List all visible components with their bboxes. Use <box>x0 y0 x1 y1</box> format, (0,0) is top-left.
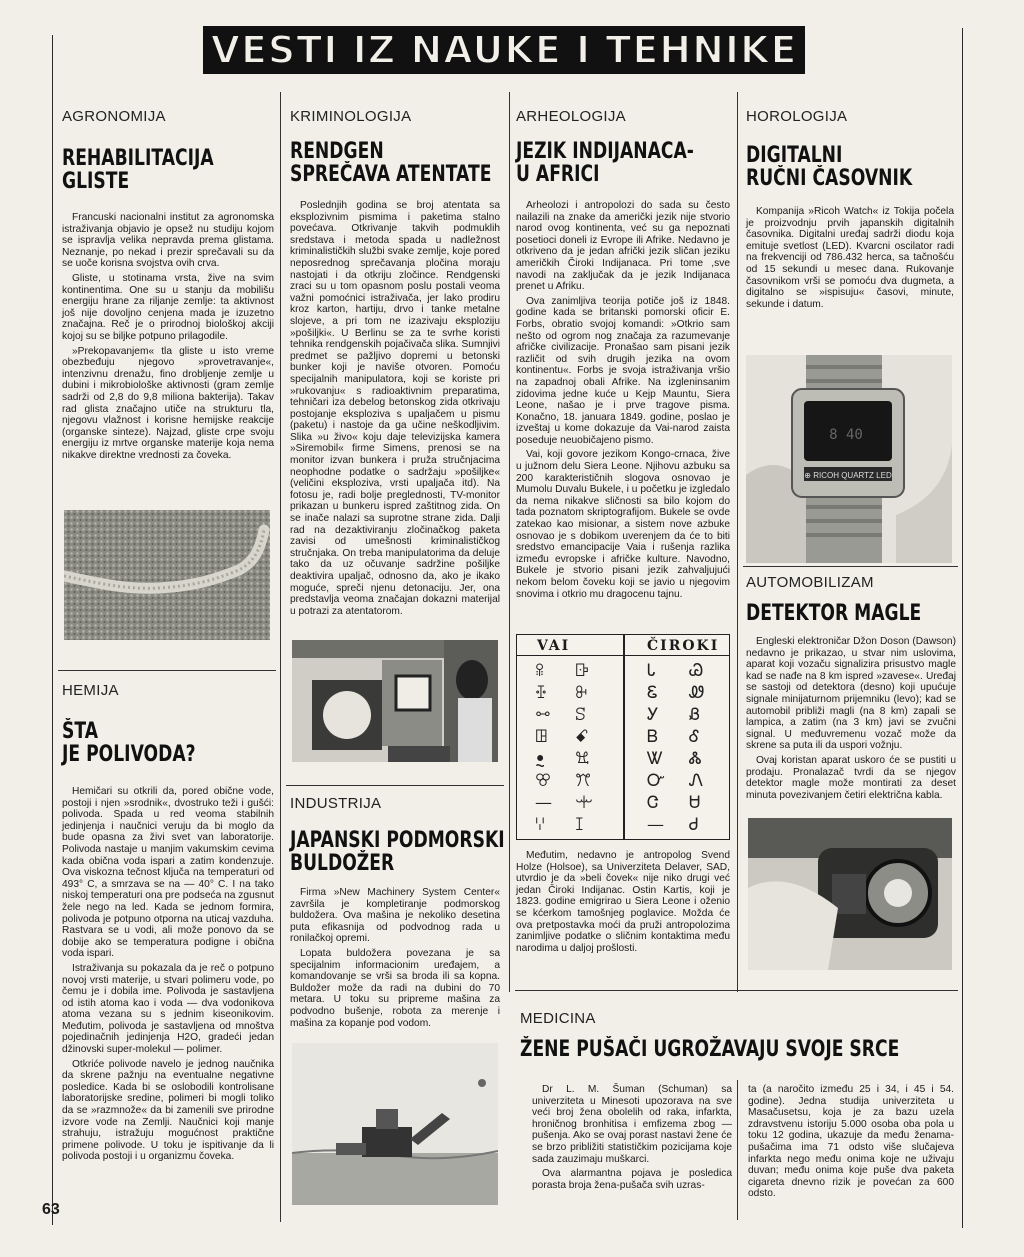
alphabet-glyph: Ꮺ <box>689 683 705 703</box>
headline-line-1: ŽENE PUŠAČI UGROŽAVAJU SVOJE SRCE <box>520 1037 900 1062</box>
masthead-banner <box>203 26 805 74</box>
headline-line-2: U AFRICI <box>516 162 600 187</box>
article-body: Kompanija »Ricoh Watch« iz Tokija počela je proizvodnju prvih japanskih digitalnih časovnika. Digitalni uređaj sadrži diodu koja emituje svetlost (LED). Kvarcni oscilator radi na frekvenciji od 786.432 herca, sa tačnošću od 15 sekundi u mesec dana. Rukovanje časovnikom vrši se pomoću dva dugmeta, a digitalno se »ispisuju« časovi, minute, sekunde i datum. <box>746 206 954 310</box>
alphabet-glyph: Ꮑ <box>689 771 704 791</box>
section-label: ARHEOLOGIJA <box>516 108 626 125</box>
alphabet-glyph: ꔫ <box>575 771 592 791</box>
alphabet-glyph: ꗻ <box>575 793 594 813</box>
alphabet-glyph: Ꮳ <box>647 793 659 813</box>
headline-line-2: SPREČAVA ATENTATE <box>290 162 492 187</box>
svg-text:8 40: 8 40 <box>829 427 863 443</box>
alphabet-glyph: Ꭹ <box>647 705 659 725</box>
article-body: Poslednjih godina se broj atentata sa eksplozivnim pismima i paketima stalno povećava. Otkrivanje takvih podmuklih sredstava i metoda spada u nadležnost kriminalističkih službi svake zemlje, koje pored neposrednog sprečavanja pločina moraju nastojati i da otkriju zločince. Rendgenski zraci su u tom opasnom poslu postali veoma važni pomoćnici istraživača, jer lako prodiru kroz karton, hartiju, drvo i tanke metalne slojeve, a pri tom ne izazivaju eksploziju »pošiljki«. U Berlinu se za te svrhe koristi tehnika rendgenskih pojačivača slika. Sumnjivi predmet se pažljivo dopremi u betonski bunker koji je naviše otvoren. Pomoću specijalnih manipulatora, koji se koriste pri »rukovanju« s radioaktivnim preparatima, tehničari iza debelog betonskog zida otkrivaju postojanje eksploziva s upaljačem u pismu (paketu) i nastoje da ga učine neškodljivim. Slika »u živo« koju daje televizijska kamera »Siremobil« firme Simens, prenosi se na monitor izvan bunkera i pruža stručnjacima neophodne podatke o sadržaju »pošiljke« (veličini eksploziva, vrsti upaljača itd). Na fotosu je, radi bolje preglednosti, TV-monitor prikazan u bunkeru ispred zaštitnog zida. On se inače nalazi sa suprotne strane zida. Dalji rad na dezaktiviranju zločinačkog paketa zavisi od umešnosti kriminalističkog stručnjaka. On treba manipulatorima da deluje tako da uz očuvanje sadržine pošiljke deaktivira upaljač, odnosno da, ako je ikako moguće, spreči njenu detonaciju. Jer, ona predstavlja veoma značajan dokazni materijal u potrazi za atentatorom. <box>290 200 500 617</box>
section-label: INDUSTRIJA <box>290 795 382 812</box>
left-margin-rule <box>52 35 53 1225</box>
alphabet-glyph: ꗷ <box>535 815 545 835</box>
robot-photo-image <box>292 640 498 762</box>
alphabet-glyph: ꔸ <box>535 749 546 769</box>
underwater-bulldozer-photo <box>292 1043 498 1205</box>
headline-line-1: RENDGEN <box>290 139 384 164</box>
alphabet-glyph: ꖐ <box>575 749 590 769</box>
section-label: KRIMINOLOGIJA <box>290 108 412 125</box>
article-arheologija-continued <box>516 850 730 957</box>
headline-line-1: ŠTA <box>62 719 99 744</box>
alphabet-glyph: ꕶ <box>575 705 586 725</box>
alphabet-glyph: — <box>647 815 664 835</box>
article-body: Engleski elektroničar Džon Doson (Dawson) nedavno je prikazao, u stvar nim uslovima, aparat koji vozaču signalizira prisustvo magle kad se nađe na 8 km ispred »zavese«. Uređaj se sastoji od detektora (desno) koji upućuje signale minijaturnom prijemniku (levo); kad se automobil približi magli (na 8 km) zapali se lampica, a zatim (na 3 km) javi se zvučni signal. U međuvremenu vozač može da skrene sa puta ili da uspori vožnju. Ovaj koristan aparat uskoro će se pustiti u prodaju. Pronalazač tvrdi da se njegov detektor magle može montirati za deset minuta povezivanjem četiri električna kabla. <box>746 636 956 801</box>
article-body: Hemičari su otkrili da, pored obične vode, postoji i njen »srodnik«, dvostruko teži i gušći: polivoda. Spada u red veoma stabilnih jedinjenja i naučnici veruju da bi moglo da bude opasna za živi svet van laboratorije. Polivoda nastaje u manjim vakumskim cevima kada obična voda ispari a zatim kondenzuje. Ova viskozna tečnost ključa na temperaturi od 493° C, a smrzava se na — 40° C. I na tako niskoj temperaturi ona pre podseća na zgusnut žele nego na led. Kada se jednom formira, polivoda je potpuno otporna na uticaj vazduha. Rastvara se u vodi, ali može ponovo da se dobije ako se temperatura podigne i obična voda ispari. Istraživanja su pokazala da je reč o potpuno novoj vrsti materije, u stvari polimeru vode, po čemu je i dobila ime. Polivoda je sastavljena od istih atoma kao i voda — dva vodonikova atoma vezana su s jednim kiseonikovim. Međutim, polivoda je sastavljena od mnoštva pojedinačnih jedinjenja H2O, gradeći jedan džinovski super-molekul — polimer. Otkriće polivode navelo je jednog naučnika da skrene pažnju na eventualne negativne posledice. Kada bi se oslobodili kontrolisane laboratorijske sredine, polimeri bi mogli toliko da se »razmnože« da bi zamenili sve prirodne izvore vode na Zemlji. Naučnici koji manje strahuju, istražuju mogućnost praktične primene polivode. U toku je ispitivanje da li polivoda postoji i u organizmu čoveka. <box>62 786 274 1163</box>
alphabet-glyph: Ꮣ <box>647 661 656 681</box>
alphabet-glyph: Ꮕ <box>647 771 665 791</box>
headline-line-2: BULDOŽER <box>290 851 395 876</box>
earthworm-photo-image <box>64 510 270 640</box>
alphabet-glyph: ꗃ <box>575 727 589 747</box>
section-divider <box>58 670 276 671</box>
headline-line-1: DETEKTOR MAGLE <box>746 601 922 626</box>
page-number: 63 <box>42 1201 60 1218</box>
vai-cherokee-alphabet-figure <box>516 634 730 840</box>
fog-detector-photo-image <box>748 818 952 970</box>
alphabet-glyph: ꕯ <box>575 815 584 835</box>
headline-line-2: JE POLIVODA? <box>62 742 196 767</box>
cherokee-column-header: ČIROKI <box>647 638 720 654</box>
alphabet-glyph: Ꮜ <box>689 793 701 813</box>
alphabet-glyph: Ᏼ <box>647 727 659 747</box>
column-divider <box>737 92 738 992</box>
section-label: AUTOMOBILIZAM <box>746 574 874 591</box>
article-body-right: ta (a naročito između 25 i 34, i 45 i 54. godine). Jedna studija univerziteta u Masačusetsu, koja je za bazu uzela zdravstvenu istoriju 5.000 osoba oba pola u toku 12 godina, ukazuje da među ženama-pušačima ima 71 odsto više slučajeva infarkta nego među onima koje ne uživaju duvan; među onima koje puše dva paketa cigareta dnevno rizik je povećan za 600 odsto. <box>748 1084 954 1200</box>
section-label: HEMIJA <box>62 682 119 699</box>
alphabet-glyph: Ꮬ <box>689 749 702 769</box>
alphabet-glyph: ꕉ <box>535 661 545 681</box>
section-label: HOROLOGIJA <box>746 108 848 125</box>
article-body: Francuski nacionalni institut za agronomska istraživanja objavio je opsež nu studiju kojom se ispravlja velika nepravda prema glistama. Neznanje, po nekad i prezir sprečavali su da se uoče korisna svojstva ovih crva. Gliste, u stotinama vrsta, žive na svim kontinentima. One su u stanju da mobilišu energiju hrane za riljanje zemlje: ta aktivnost još nije dovoljno cenjena mada je izuzetno značajna. Reč je o prirodnoj biološkoj akciji kojoj su se biljke potpuno prilagodile. »Prekopavanjem« tla gliste u isto vreme obezbeđuju njegovo »provetravanje«, intenzivnu drenažu, fino drobljenje zemlje u dubini i mikrobiološke aktivnosti (gram zemlje sadrži od 2,8 do 9,8 miliona bakterija). Takav rad glista značajno utiče na strukturu tla, njegovu vlažnost i korisne hemijske reakcije (organske sinteze). Najzad, gliste crpe svoju energiju iz mrtve organske materije koja nema nikakve direktne vrednosti za čoveka. <box>62 212 274 461</box>
bulldozer-photo-image <box>292 1043 498 1205</box>
alphabet-glyph: Ꮄ <box>689 727 700 747</box>
alphabet-glyph: ꖸ <box>535 727 548 747</box>
column-divider <box>737 1080 738 1220</box>
alphabet-glyph: Ꮛ <box>647 683 658 703</box>
alphabet-glyph: — <box>535 793 552 813</box>
headline-line-1: DIGITALNI <box>746 143 843 168</box>
headline-line-1: JAPANSKI PODMORSKI <box>290 828 505 853</box>
headline-line-1: JEZIK INDIJANACA- <box>516 139 694 164</box>
alphabet-glyph: Ᏸ <box>689 705 701 725</box>
fog-detector-photo <box>748 818 952 970</box>
watch-photo-image <box>746 355 952 563</box>
section-divider <box>743 566 958 567</box>
alphabet-glyph: Ꮤ <box>647 749 664 769</box>
masthead-title: VESTI IZ NAUKE I TEHNIKE <box>205 30 804 70</box>
digital-watch-photo <box>746 355 952 563</box>
svg-text:⊕ RICOH QUARTZ LED: ⊕ RICOH QUARTZ LED <box>804 471 892 480</box>
headline-line-2: RUČNI ČASOVNIK <box>746 166 913 191</box>
alphabet-glyph: ꔀ <box>535 683 547 703</box>
article-body: Firma »New Machinery System Center« završila je kompletiranje podmorskog buldožera. Ova mašina je nekoliko desetina puta efikasnija od podvodnog rada u ronilačkoj opremi. Lopata buldožera povezana je sa specijalnim informacionim uređajem, a komandovanje se vrši sa broda ili sa kopna. Buldožer može da radi na dubini do 70 metara. U toku su pripreme mašina za podvodno bušenje, robota za merenje i mašina za kopanje pod vodom. <box>290 887 500 1029</box>
headline-line-1: REHABILITACIJA <box>62 146 214 171</box>
article-body-left: Dr L. M. Šuman (Schuman) sa univerziteta u Minesoti upozorava na sve veći broj žena obolelih od raka, infarkta, hroničnog bronhitisa i emfizema zbog — pušenja. Ako se ovaj porast nastavi žene će se brzo približiti statističkim pozicijama koje sada zauzimaju muškarci. Ova alarmantna pojava je posledica porasta broja žena-pušača svih uzras- <box>532 1084 732 1191</box>
column-divider <box>280 92 281 1222</box>
alphabet-glyph: Ꮚ <box>689 661 704 681</box>
alphabet-glyph: ꔬ <box>575 683 588 703</box>
article-body: Arheolozi i antropolozi do sada su često nailazili na znake da američki jezik nije stvorio narod ovog kontinenta, već su ga nepoznati posetioci doneli iz Evrope ili Afrike. Nedavno je otkriveno da je jedan afrički jezik sličan jeziku američkih Čiroki Indijanaca. Pri tome ,sve navodi na zaključak da je jezik Indijanaca prenet u Afriku. Ova zanimljiva teorija potiče još iz 1848. godine kada se britanski pomorski oficir E. Forbs, obratio svojoj komandi: »Otkrio sam nešto od ogrom nog značaja za razumevanje afričke civilizacije. Pronašao sam pisani jezik različit od svih drugih jezika na ovom kontinentu«. Forbs je svoja istraživanja vršio na zapadnoj obali Afrike. Na izgleninsanim zidovima jedne kuće u Kejp Mauntu, Siera Leone, našao je i prve tragove pisma. Konačno, 18. januara 1849. godine, poslao je izveštaj u kome dokazuje da Vai-narod zaista poseduje neuobičajeno pismo. Vai, koji govore jezikom Kongo-crnaca, žive u južnom delu Siera Leone. Njihovu azbuku sa 200 karakterističnih slogova osnovao je Mumolu Duvalu Bukele, i u početku je izgledalo da nema nikakve sličnosti sa bilo kojom do tada poznatom skriptografijom. Bukele se ovde zatekao kao misionar, a sistem nove azbuke osnovao je s dobikom uverenjem da će to biti sredstvo emancipacije Vaia i rušenja razlika između evropske i afričke kulture. Navodno, Bukele je stvorio pisani jezik zahvaljujući nekom belom čoveku koji se javio u njegovim snovima i otkrio mu dragocenu tajnu. <box>516 200 730 600</box>
section-divider <box>286 785 504 786</box>
earthworm-photo <box>64 510 270 640</box>
alphabet-glyph: ꕒ <box>575 661 590 681</box>
alphabet-glyph: Ꮷ <box>689 815 699 835</box>
alphabet-glyph: ꗬ <box>535 705 551 725</box>
headline-line-2: GLISTE <box>62 169 130 194</box>
section-label: AGRONOMIJA <box>62 108 166 125</box>
article-body-continued: Međutim, nedavno je antropolog Svend Holze (Holsoe), sa Univerziteta Delaver, SAD, utvrdio je da »beli čovek« nije niko drugi već jedan Čiroki Indijanac. Ostin Kartis, koji je 1823. godine emigrirao u Siera Leone i oženio se kćerkom tamošnjeg poglavice. Možda će ova pretpostavka moći da pruži antropolozima zanimljive podatke o sličnim kontaktima među narodima u daljoj prošlosti. <box>516 850 730 954</box>
section-label: MEDICINA <box>520 1010 596 1027</box>
bomb-disposal-robot-photo <box>292 640 498 762</box>
alphabet-glyph: ꕢ <box>535 771 552 791</box>
vai-column-header: VAI <box>537 638 571 654</box>
section-divider <box>515 990 958 991</box>
